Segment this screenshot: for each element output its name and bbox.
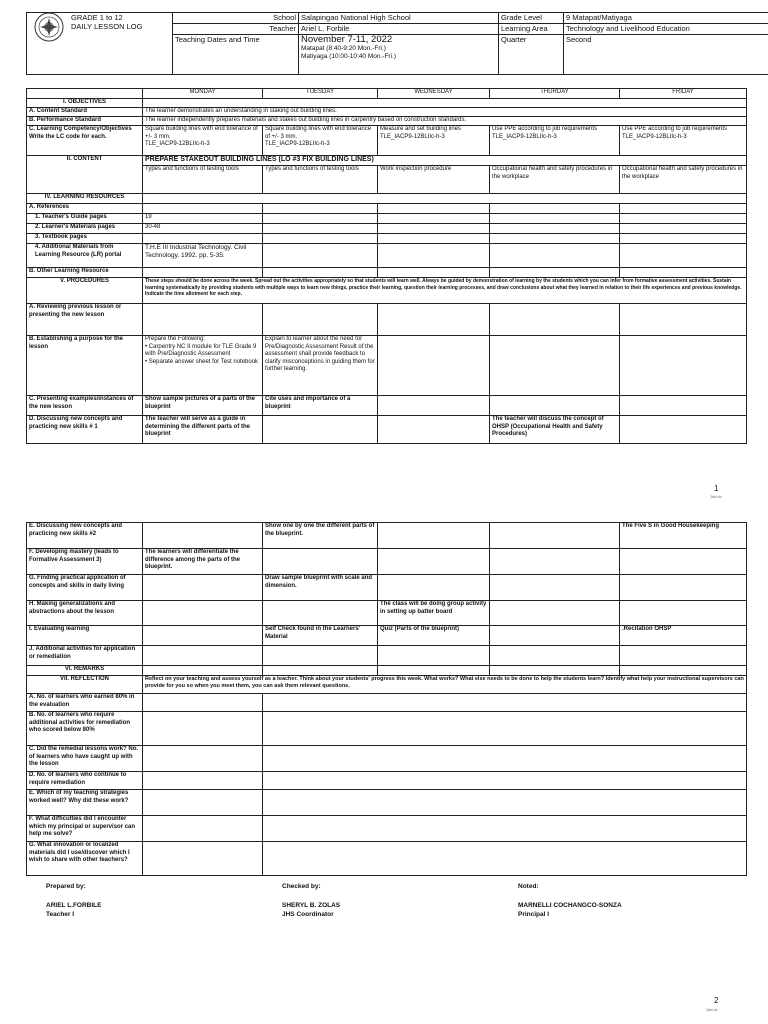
day-friday: FRIDAY: [620, 89, 747, 99]
proc-d-tue: [263, 416, 378, 444]
schedule-1: Matapat (8:40-9:20 Mon.-Fri.): [301, 45, 386, 52]
day-thursday: THURDAY: [490, 89, 620, 99]
proc-f-label: F. Developing mastery (leads to Formative Assessment 3): [27, 549, 143, 575]
references-thu: [490, 204, 620, 214]
tb-wed: [378, 234, 490, 244]
additional-mon: T.H.E III Industrial Technology. Civil Technology. 1992. pp. 5-35.: [143, 244, 263, 268]
competency-text: Square building lines with end tolerance of +/- 3 mm.: [145, 126, 258, 140]
reflection-b-mon: [143, 712, 263, 746]
proc-d-label: D. Discussing new concepts and practicing new skills # 1: [27, 416, 143, 444]
competency-wed: [378, 126, 490, 156]
proc-b-thu: [490, 336, 620, 396]
proc-i-mon: [143, 626, 263, 646]
proc-i-tue: Self Check found in the Learners' Material: [263, 626, 378, 646]
proc-e-tue: Show one by one the different parts of the blueprint.: [263, 523, 378, 549]
proc-b-mon: Prepare the Following: • Carpentry NC II module for TLE Grade 9 with Pre/Diagnostic Assessment • Separate answer sheet for Test notebook: [143, 336, 263, 396]
proc-f-mon: The learners will differentiate the difference among the parts of the blueprint.: [143, 549, 263, 575]
proc-c-fri: [620, 396, 747, 416]
objectives-blank: [143, 99, 747, 108]
noted-name: MARNELLI COCHANGCO-SONZA: [518, 902, 622, 909]
competency-text: Use PPE according to job requirements: [492, 126, 598, 132]
proc-g-mon: [143, 575, 263, 601]
proc-h-fri: [620, 601, 747, 626]
checked-role: JHS Coordinator: [282, 911, 334, 918]
noted-label: Noted:: [518, 883, 539, 890]
reflection-b-label: B. No. of learners who require additional activities for remediation who scored below 80%: [27, 712, 143, 746]
other-mon: [143, 268, 263, 278]
noted-block: [518, 882, 622, 919]
references-mon: [143, 204, 263, 214]
remarks-wed: [378, 666, 490, 676]
checked-name: SHERYL B. ZOLAS: [282, 902, 341, 909]
grade-label: GRADE 1 to 12: [71, 13, 123, 22]
remarks-title: VI. REMARKS: [27, 666, 143, 676]
reflection-g-rest: [263, 842, 747, 876]
competency-text: Measure and set building lines: [380, 126, 462, 132]
reflection-a-mon: [143, 694, 263, 712]
remarks-mon: [143, 666, 263, 676]
proc-i-wed: Quiz (Parts of the blueprint): [378, 626, 490, 646]
references-fri: [620, 204, 747, 214]
proc-g-label: G. Finding practical application of concepts and skills in daily living: [27, 575, 143, 601]
proc-f-thu: [490, 549, 620, 575]
competency-thu: [490, 126, 620, 156]
competency-code: TLE_IACP9-12BLIIc-h-3: [492, 133, 557, 140]
proc-h-wed: The class will be doing group activity in setting up batter board: [378, 601, 490, 626]
tb-label: 3. Textbook pages: [27, 234, 143, 244]
additional-thu: [490, 244, 620, 268]
proc-j-wed: [378, 646, 490, 666]
proc-d-fri: [620, 416, 747, 444]
topic-fri: Occupational health and safety procedures in the workplace: [620, 166, 747, 194]
tg-wed: [378, 214, 490, 224]
proc-e-mon: [143, 523, 263, 549]
remarks-thu: [490, 666, 620, 676]
proc-e-thu: [490, 523, 620, 549]
lm-tue: [263, 224, 378, 234]
prepared-role: Teacher I: [46, 911, 75, 918]
reflection-d-label: D. No. of learners who continue to require remediation: [27, 772, 143, 790]
tg-tue: [263, 214, 378, 224]
proc-j-fri: [620, 646, 747, 666]
proc-a-label: A. Reviewing previous lesson or presenting the new lesson: [27, 304, 143, 336]
remarks-tue: [263, 666, 378, 676]
proc-a-wed: [378, 304, 490, 336]
school-label: School: [173, 13, 299, 24]
other-wed: [378, 268, 490, 278]
reflection-f-label: F. What difficulties did I encounter which my principal or supervisor can help me solve?: [27, 816, 143, 842]
additional-label: 4. Additional Materials from Learning Resource (LR) portal: [27, 244, 143, 268]
content-heading: PREPARE STAKEOUT BUILDING LINES (LO #3 FIX BUILDING LINES): [143, 156, 747, 166]
header-title-cell: [27, 13, 173, 75]
noted-role: Principal I: [518, 911, 550, 918]
lm-label: 2. Learner's Materials pages: [27, 224, 143, 234]
proc-h-thu: [490, 601, 620, 626]
content-standard-value: The learner demonstrates an understanding in staking out building lines.: [143, 108, 747, 117]
page-number-1: 1: [714, 484, 719, 493]
day-tuesday: TUESDAY: [263, 89, 378, 99]
blank-corner: [27, 89, 143, 99]
proc-c-mon: Show sample pictures of a parts of the blueprint: [143, 396, 263, 416]
prepared-label: Prepared by:: [46, 883, 86, 890]
competency-code: TLE_IACP9-12BLIIc-h-3: [145, 141, 210, 147]
references-wed: [378, 204, 490, 214]
competency-mon: [143, 126, 263, 156]
competency-label: C. Learning Competency/Objectives Write the LC code for each.: [27, 126, 143, 156]
proc-d-mon: The teacher will serve as a guide in determining the different parts of the blueprint: [143, 416, 263, 444]
topic-thu: Occupational health and safety procedures in the workplace: [490, 166, 620, 194]
reflection-d-rest: [263, 772, 747, 790]
checked-block: [282, 882, 340, 919]
content-standard-label: A. Content Standard: [27, 108, 143, 117]
proc-f-wed: [378, 549, 490, 575]
proc-b-label: B. Establishing a purpose for the lesson: [27, 336, 143, 396]
additional-tue: [263, 244, 378, 268]
quarter-value: Second: [564, 35, 768, 75]
header-table: [26, 12, 768, 75]
proc-g-tue: Draw sample blueprint with scale and dimension.: [263, 575, 378, 601]
reflection-g-mon: [143, 842, 263, 876]
remarks-fri: [620, 666, 747, 676]
proc-f-fri: [620, 549, 747, 575]
reflection-f-rest: [263, 816, 747, 842]
reflection-a-label: A. No. of learners who earned 80% in the evaluation: [27, 694, 143, 712]
day-wednesday: WEDNESDAY: [378, 89, 490, 99]
tb-thu: [490, 234, 620, 244]
quarter-label: Quarter: [499, 35, 564, 75]
tb-fri: [620, 234, 747, 244]
references-tue: [263, 204, 378, 214]
proc-h-mon: [143, 601, 263, 626]
reflection-b-rest: [263, 712, 747, 746]
dates-value: November 7-11, 2022: [301, 34, 393, 45]
log-title: DAILY LESSON LOG: [71, 22, 143, 31]
page-number-2: 2: [714, 996, 719, 1005]
prepared-name: ARIEL L.FORBILE: [46, 902, 102, 909]
tg-fri: [620, 214, 747, 224]
reflection-a-rest: [263, 694, 747, 712]
proc-b-wed: [378, 336, 490, 396]
reflection-c-mon: [143, 746, 263, 772]
tg-thu: [490, 214, 620, 224]
proc-j-mon: [143, 646, 263, 666]
procedures-intro: These steps should be done across the week. Spread out the activities appropriately so that students will learn well. Always be guided by demonstration of learning by the students which you can infer from formative assessment activities. Sustain learning systematically by providing students with multiple ways to learn new things, practice their learning, question their learning processes, and draw conclusions about what they learned in relation to their life experiences and previous knowledge. Indicate the time allotment for each step.: [143, 278, 747, 304]
proc-f-tue: [263, 549, 378, 575]
proc-b-fri: [620, 336, 747, 396]
teacher-label: Teacher: [173, 24, 299, 35]
lesson-table-page1: [26, 88, 747, 444]
lm-mon: 30-48: [143, 224, 263, 234]
learning-area-value: Technology and Livelihood Education: [564, 24, 768, 35]
lesson-table-page2: [26, 522, 747, 876]
reflection-g-label: G. What innovation or localized materials did I use/discover which I wish to share with other teachers?: [27, 842, 143, 876]
proc-i-fri: .Recitation OHSP: [620, 626, 747, 646]
competency-text: Use PPE according to job requirements: [622, 126, 728, 132]
competency-code: TLE_IACP9-12BLIIc-h-3: [380, 133, 445, 140]
other-thu: [490, 268, 620, 278]
proc-i-thu: [490, 626, 620, 646]
grade-level-label: Grade Level: [499, 13, 564, 24]
proc-b-tue: Explain to learner about the need for Pre/Diagnostic Assessment Result of the assessment shall provide feedback to clarify misconceptions in guiding them for further learning.: [263, 336, 378, 396]
competency-code: TLE_IACP9-12BLIIc-h-3: [622, 133, 687, 140]
reflection-c-rest: [263, 746, 747, 772]
reflection-e-label: E. Which of my teaching strategies worked well? Why did these work?: [27, 790, 143, 816]
other-fri: [620, 268, 747, 278]
reflection-f-mon: [143, 816, 263, 842]
proc-h-tue: [263, 601, 378, 626]
page-footer-2: Jdd.dv: [706, 1007, 718, 1012]
grade-level-value: 9 Matapat/Matiyaga: [564, 13, 768, 24]
dates-cell: [299, 35, 499, 75]
proc-e-wed: [378, 523, 490, 549]
reflection-e-rest: [263, 790, 747, 816]
proc-d-wed: [378, 416, 490, 444]
reflection-title: VII. REFLECTION: [27, 676, 143, 694]
proc-a-tue: [263, 304, 378, 336]
dates-label: Teaching Dates and Time: [173, 35, 299, 75]
schedule-2: Matiyaga (10:00-10:40 Mon.-Fri.): [301, 53, 397, 60]
proc-a-thu: [490, 304, 620, 336]
proc-j-tue: [263, 646, 378, 666]
proc-a-mon: [143, 304, 263, 336]
page-footer-1: Jdd.dv: [710, 494, 722, 499]
topic-mon: Types and functions of testing tools: [143, 166, 263, 194]
performance-standard-value: The learner independently prepares materials and stakes out building lines in carpentry based on construction standards.: [143, 117, 747, 126]
proc-e-label: E. Discussing new concepts and practicing new skills #2: [27, 523, 143, 549]
other-tue: [263, 268, 378, 278]
competency-fri: [620, 126, 747, 156]
day-monday: MONDAY: [143, 89, 263, 99]
teacher-value: Ariel L. Forbile: [299, 24, 499, 35]
procedures-title: V. PROCEDURES: [27, 278, 143, 304]
other-resource-label: B. Other Learning Resource: [27, 268, 143, 278]
lm-thu: [490, 224, 620, 234]
proc-g-fri: [620, 575, 747, 601]
proc-h-label: H. Making generalizations and abstractions about the lesson: [27, 601, 143, 626]
proc-c-label: C. Presenting examples/instances of the new lesson: [27, 396, 143, 416]
additional-wed: [378, 244, 490, 268]
reflection-d-mon: [143, 772, 263, 790]
performance-standard-label: B. Performance Standard: [27, 117, 143, 126]
lm-wed: [378, 224, 490, 234]
lm-fri: [620, 224, 747, 234]
checked-label: Checked by:: [282, 883, 321, 890]
school-value: Salapingao National High School: [299, 13, 499, 24]
proc-j-thu: [490, 646, 620, 666]
proc-c-tue: Cite uses and importance of a blueprint: [263, 396, 378, 416]
learning-area-label: Learning Area: [499, 24, 564, 35]
proc-a-fri: [620, 304, 747, 336]
resources-title: IV. LEARNING RESOURCES: [27, 194, 143, 204]
topic-tue: Types and functions of testing tools: [263, 166, 378, 194]
proc-g-thu: [490, 575, 620, 601]
additional-fri: [620, 244, 747, 268]
reflection-text: Reflect on your teaching and assess yourself as a teacher. Think about your students' progress this week. What works? What else needs to be done to help the students learn? Identify what help your instructional supervisors can provide for you so when you meet them, you can ask them relevant questions.: [143, 676, 747, 694]
proc-j-label: J. Additional activities for application or remediation: [27, 646, 143, 666]
competency-code: TLE_IACP9-12BLIIc-h-3: [265, 141, 330, 147]
reflection-e-mon: [143, 790, 263, 816]
references-label: A. References: [27, 204, 143, 214]
competency-text: Square building lines with end tolerance of +/- 3 mm.: [265, 126, 372, 140]
proc-c-thu: [490, 396, 620, 416]
tg-mon: 19: [143, 214, 263, 224]
tb-mon: [143, 234, 263, 244]
content-title: II. CONTENT: [27, 156, 143, 194]
objectives-title: I. OBJECTIVES: [27, 99, 143, 108]
proc-c-wed: [378, 396, 490, 416]
proc-e-fri: The Five S in Good Housekeeping: [620, 523, 747, 549]
reflection-c-label: C. Did the remedial lessons work? No. of learners who have caught up with the lesson: [27, 746, 143, 772]
proc-g-wed: [378, 575, 490, 601]
competency-tue: [263, 126, 378, 156]
proc-i-label: I. Evaluating learning: [27, 626, 143, 646]
tg-label: 1. Teacher's Guide pages: [27, 214, 143, 224]
topic-wed: Work inspection procedure: [378, 166, 490, 194]
prepared-block: [46, 882, 102, 919]
proc-d-thu: The teacher will discuss the concept of OHSP (Occupational Health and Safety Procedures): [490, 416, 620, 444]
tb-tue: [263, 234, 378, 244]
resources-blank: [143, 194, 747, 204]
